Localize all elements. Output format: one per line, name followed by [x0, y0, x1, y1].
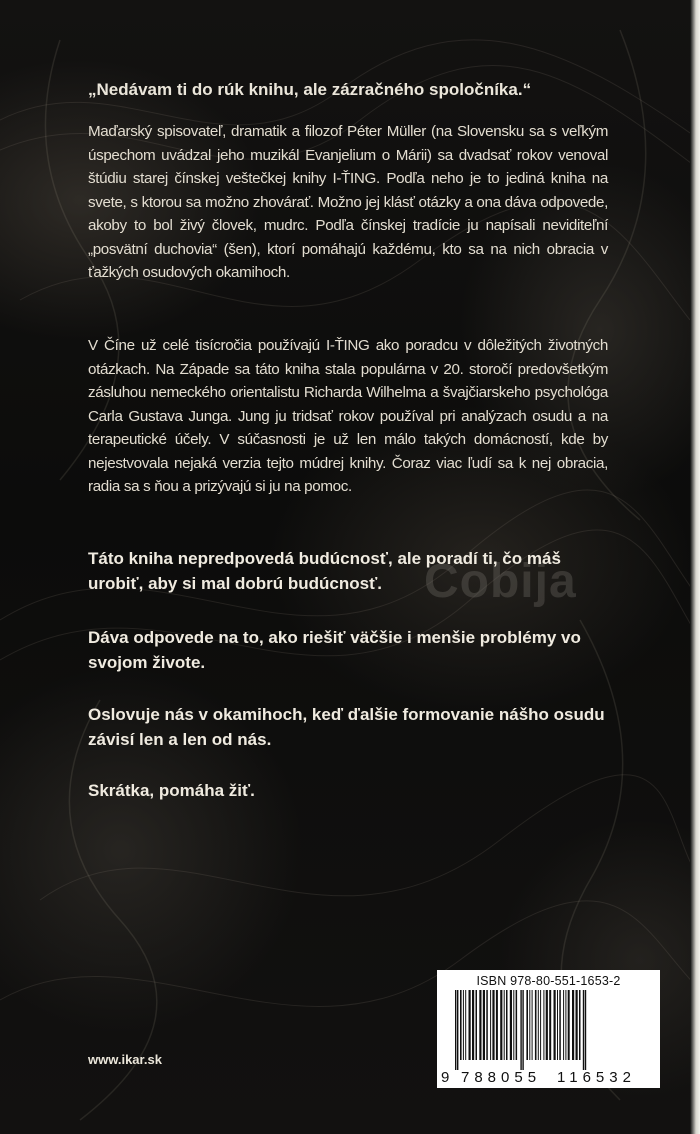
barcode-guard-bar — [583, 990, 584, 1070]
barcode-guard-bar — [585, 990, 586, 1070]
barcode-bar — [559, 990, 561, 1060]
barcode-bar — [535, 990, 537, 1060]
barcode-bar — [469, 990, 471, 1060]
barcode-bar — [506, 990, 508, 1060]
ean-first-digit: 9 — [441, 1069, 450, 1086]
ean-right-digits: 116532 — [557, 1069, 636, 1086]
bold-statement-3: Oslovuje nás v okamihoch, keď ďalšie formovanie nášho osudu závisí len a len od nás. — [88, 705, 605, 749]
isbn-label: ISBN 978-80-551-1653-2 — [476, 974, 621, 988]
barcode-bar — [526, 990, 528, 1060]
barcode-bar — [492, 990, 494, 1060]
barcode-bar — [568, 990, 570, 1060]
description-paragraph-1: Maďarský spisovateľ, dramatik a filozof Péter Müller (na Slovensku sa s veľkým úspechom uvádzal jeho muzikál Evanjelium o Márii) sa dvadsať rokov venoval štúdiu starej čínskej veštečkej knihy I-ŤING. Podľa neho je to jediná kniha na svete, s ktorou sa možno zhovárať. Možno jej klásť otázky a ona dáva odpovede, akoby to bol živý človek, mudrc. Podľa čínskej tradície ju napísali neviditeľní „posvätní duchovia“ (šen), ktorí pomáhajú každému, kto sa na nich obracia v ťažkých osudových okamihoch. — [88, 123, 608, 281]
barcode-bars — [443, 990, 654, 1070]
watermark: Cobija — [424, 555, 577, 608]
bold-statement-1: Táto kniha nepredpovedá budúcnosť, ale poradí ti, čo máš urobiť, aby si mal dobrú budúcnosť. — [88, 549, 561, 593]
barcode-bar — [472, 990, 474, 1060]
bold-statement-2: Dáva odpovede na to, ako riešiť väčšie i menšie problémy vo svojom živote. — [88, 628, 581, 672]
barcode-bar — [465, 990, 466, 1060]
barcode-bar — [543, 990, 544, 1060]
barcode-bar — [504, 990, 505, 1060]
barcode-bar — [529, 990, 530, 1060]
barcode-bar — [538, 990, 539, 1060]
barcode-bar — [549, 990, 551, 1060]
isbn-barcode — [437, 970, 660, 1088]
barcode-bar — [572, 990, 574, 1060]
barcode-bar — [463, 990, 464, 1060]
description-paragraph-2: V Číne už celé tisícročia používajú I-ŤING ako poradcu v dôležitých životných otázkach. Na Západe sa táto kniha stala populárna v 20. storočí predovšetkým zásluhou nemeckého orientalistu Richarda Wilhelma a švajčiarskeho psychológa Carla Gustava Junga. Jung ju tridsať rokov používal pri analýzach osudu a na terapeutické účely. V súčasnosti je už len málo takých domácností, kde by nejestvovala nejaká verzia tejto múdrej knihy. Čoraz viac ľudí sa k nej obracia, radia sa s ňou a prizývajú si ju na pomoc. — [88, 337, 608, 495]
barcode-bar — [479, 990, 481, 1060]
opening-quote: „Nedávam ti do rúk knihu, ale zázračného spoločníka.“ — [88, 80, 532, 99]
barcode-bar — [460, 990, 462, 1060]
barcode-guard-bar — [522, 990, 523, 1070]
barcode-guard-bar — [520, 990, 521, 1070]
barcode-guard-bar — [457, 990, 458, 1070]
barcode-bar — [483, 990, 485, 1060]
barcode-bar — [576, 990, 578, 1060]
barcode-bar — [486, 990, 488, 1060]
barcode-bar — [516, 990, 518, 1060]
barcode-bar — [546, 990, 548, 1060]
barcode-bar — [510, 990, 512, 1060]
barcode-bar — [490, 990, 491, 1060]
barcode-guard-bar — [455, 990, 456, 1070]
barcode-bar — [563, 990, 564, 1060]
barcode-bar — [540, 990, 541, 1060]
barcode-bar — [557, 990, 558, 1060]
bold-statement-4: Skrátka, pomáha žiť. — [88, 781, 255, 800]
barcode-bar — [532, 990, 533, 1060]
barcode-bar — [554, 990, 556, 1060]
barcode-bar — [496, 990, 498, 1060]
barcode-bar — [565, 990, 566, 1060]
barcode-bar — [579, 990, 581, 1060]
barcode-bar — [500, 990, 502, 1060]
publisher-url: www.ikar.sk — [88, 1052, 162, 1067]
barcode-bar — [513, 990, 514, 1060]
page-edge — [690, 0, 700, 1134]
barcode-bar — [476, 990, 478, 1060]
ean-left-digits: 788055 — [461, 1069, 542, 1086]
